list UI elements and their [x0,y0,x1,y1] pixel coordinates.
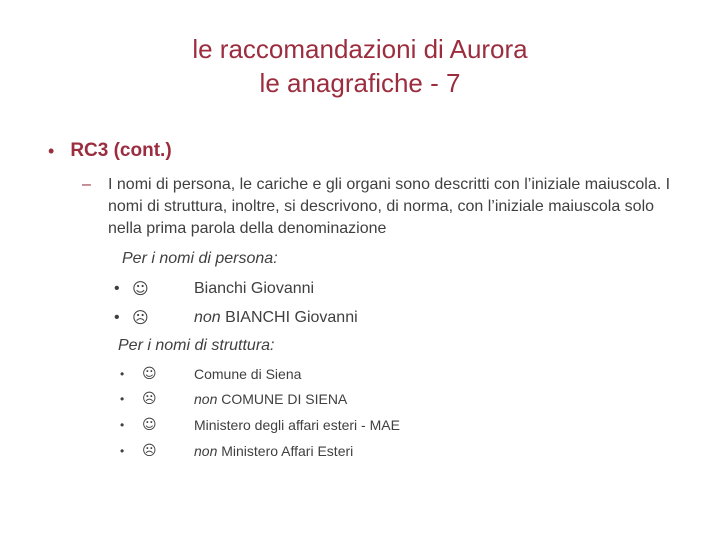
bullet-icon: • [120,418,125,432]
struttura-item-prefix: non [194,443,218,459]
description-text: I nomi di persona, le cariche e gli organi sono descritti con l’iniziale maiuscola. I nomi di struttura, inoltre, si descrivono, di norma, con l’iniziale maiuscola solo nella prima parola della denominazione [108,176,671,237]
frown-icon: ☹ [132,308,149,327]
dash-icon: – [82,176,91,193]
bullet-icon: • [114,280,120,297]
struttura-heading: Per i nomi di struttura: [118,337,275,354]
struttura-item-value: COMUNE DI SIENA [217,391,348,407]
smiley-icon: ☺ [142,417,157,433]
bullet-icon: • [120,392,125,406]
frown-icon: ☹ [142,443,157,459]
persona-heading: Per i nomi di persona: [122,250,278,267]
persona-item-text [194,278,314,300]
bullet-icon: • [120,367,125,381]
slide-title [0,32,720,100]
struttura-item-value: Comune di Siena [194,366,302,382]
title-line-1: le raccomandazioni di Aurora [192,34,528,64]
struttura-item-value: Ministero Affari Esteri [217,443,354,459]
section-label: RC3 (cont.) [70,140,172,161]
struttura-item-text [194,389,347,409]
bullet-icon: • [48,140,55,161]
bullet-icon: • [114,309,120,326]
persona-item-value: BIANCHI Giovanni [220,309,358,326]
struttura-item-text [194,415,400,435]
section-heading [48,140,172,162]
smiley-icon: ☺ [142,366,157,382]
struttura-item-value: Ministero degli affari esteri - MAE [194,417,400,433]
persona-item-prefix: non [194,309,221,326]
persona-item-value: Bianchi Giovanni [194,280,315,297]
bullet-icon: • [120,444,125,458]
description-paragraph [82,174,682,240]
struttura-item-text [194,364,301,384]
frown-icon: ☹ [142,391,157,407]
struttura-item-text [194,441,353,461]
title-line-2: le anagrafiche - 7 [259,68,461,98]
persona-item-text [194,307,358,329]
smiley-icon: ☺ [132,279,149,298]
struttura-item-prefix: non [194,391,218,407]
